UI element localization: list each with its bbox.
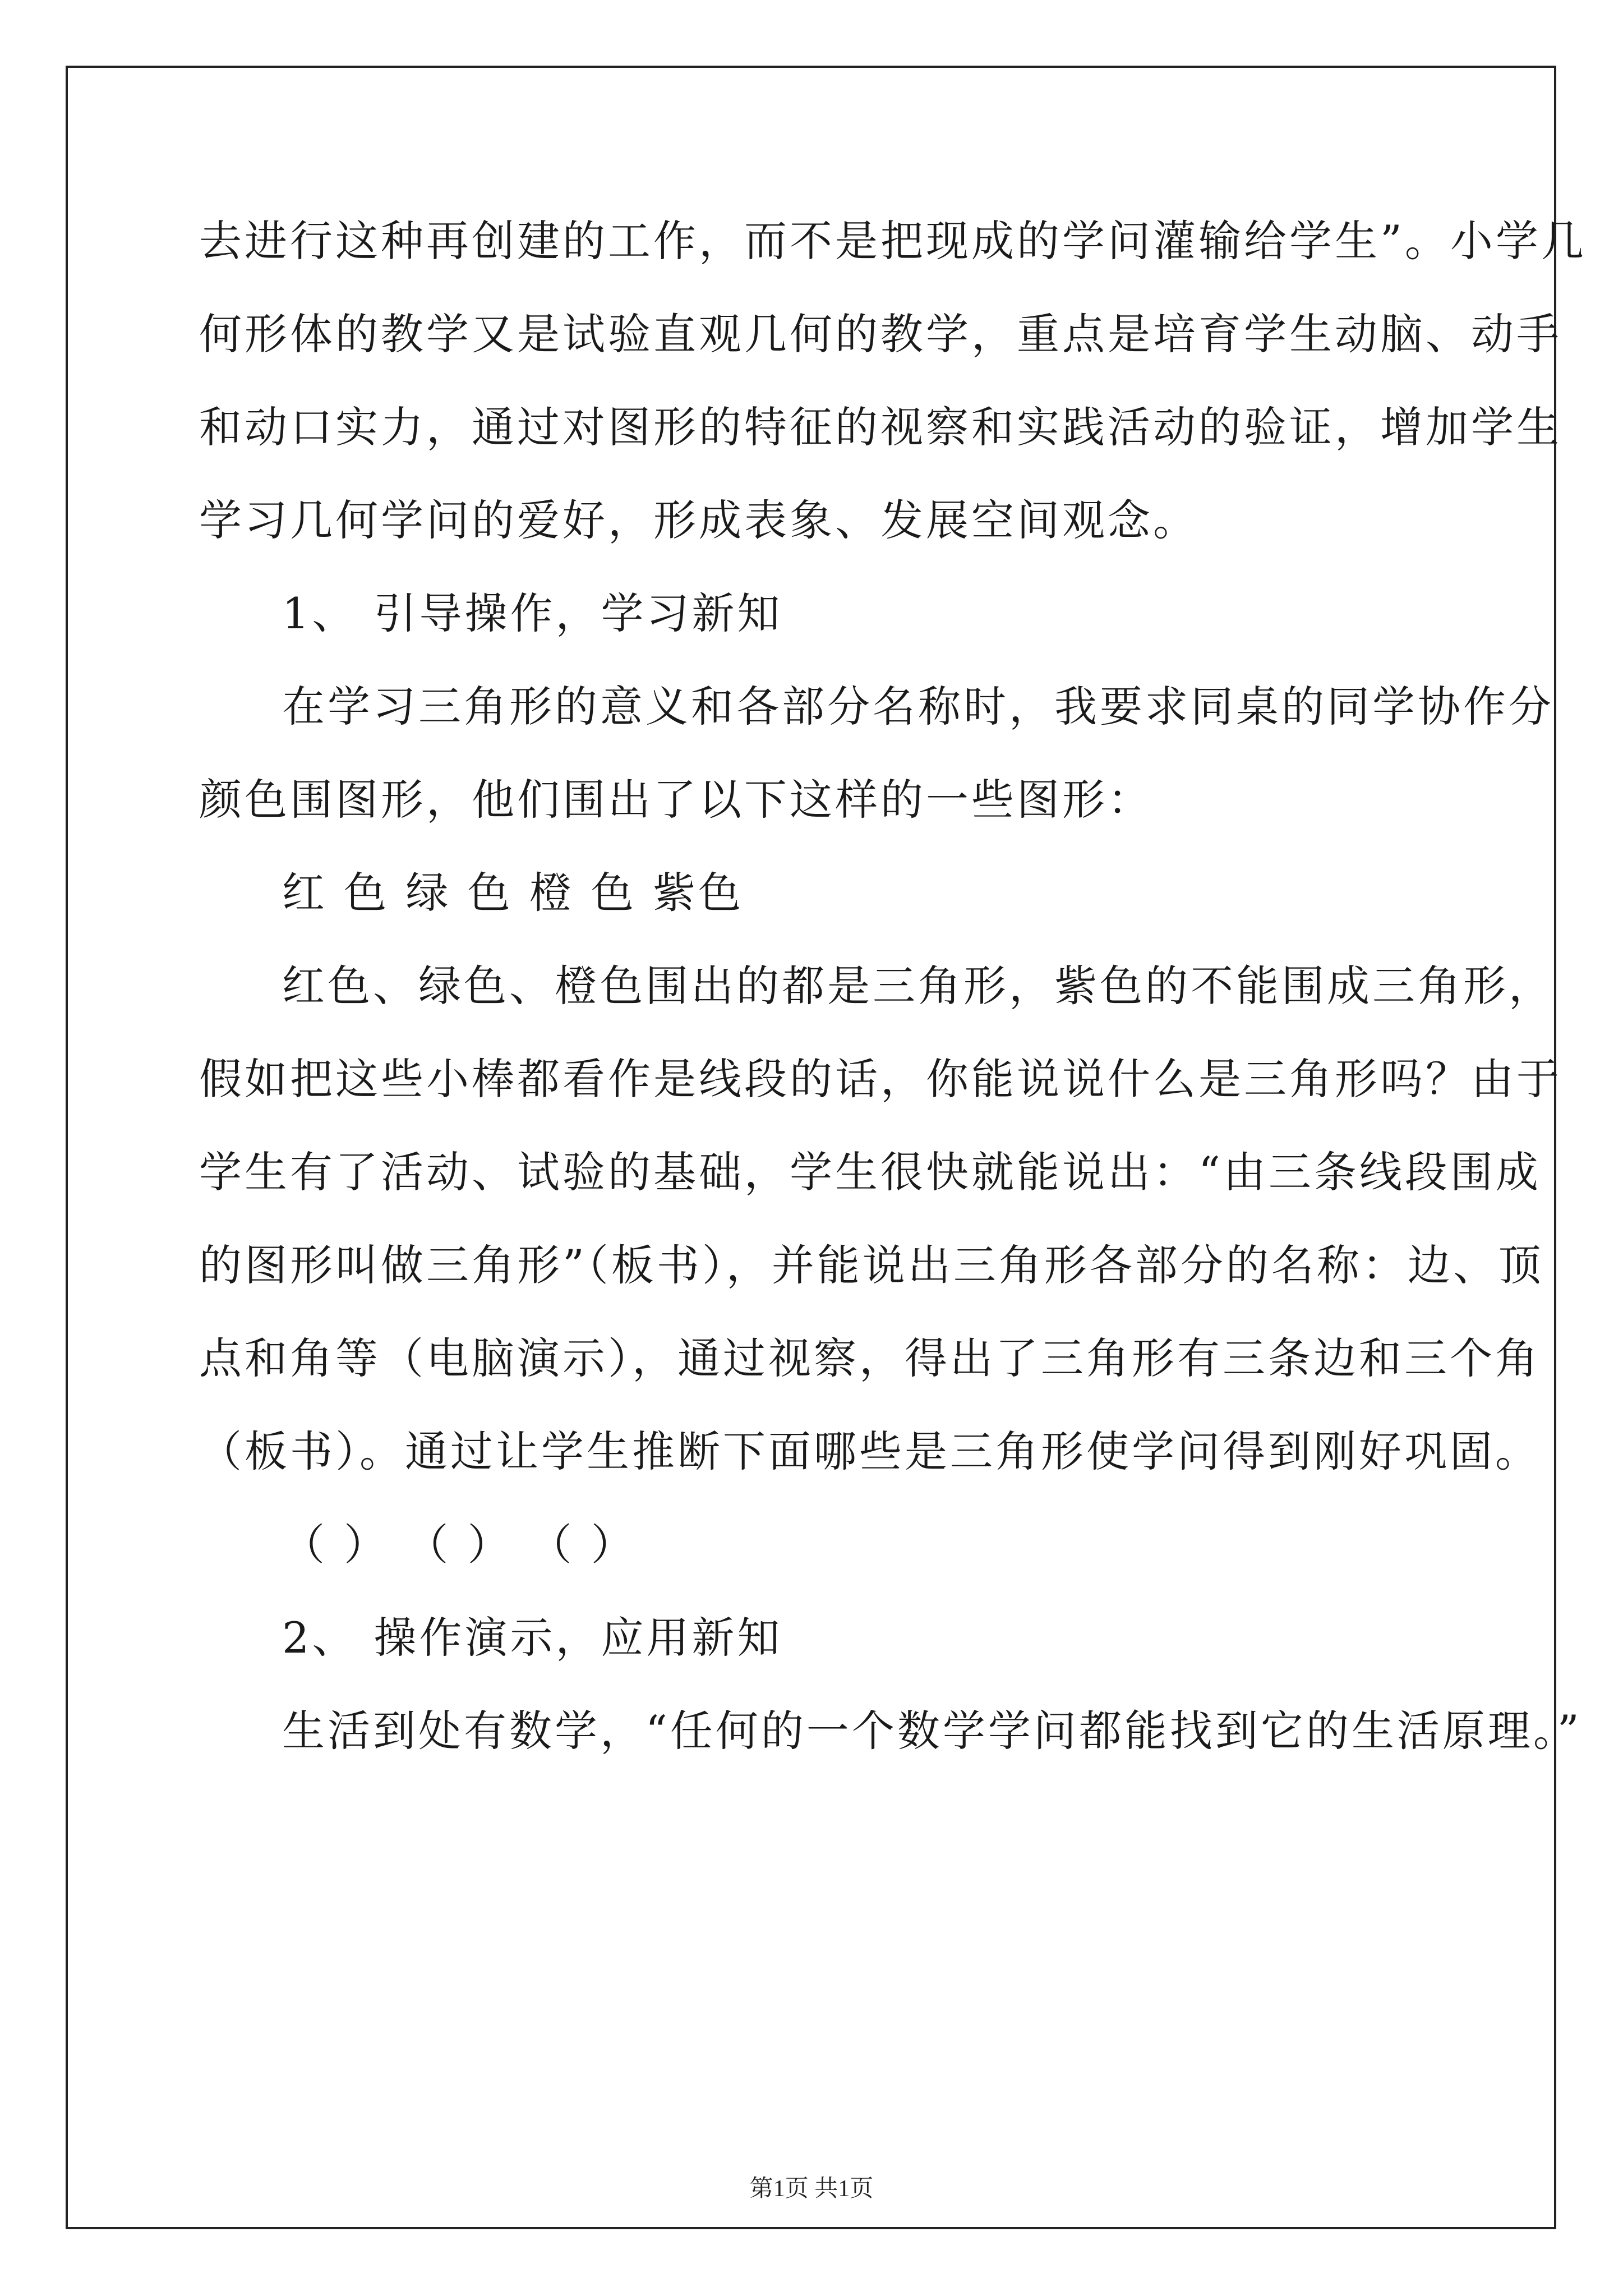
paragraph-line: （板书）。通过让学生推断下面哪些是三角形使学问得到刚好巩固。 — [199, 1427, 1541, 1476]
page-footer: 第1页 共1页 — [749, 2176, 874, 2202]
paragraph-line: 和动口实力，通过对图形的特征的视察和实践活动的验证，增加学生 — [199, 402, 1562, 452]
paragraph-line: 去进行这种再创建的工作，而不是把现成的学问灌输给学生”。小学几 — [199, 216, 1587, 266]
paragraph-line: 生活到处有数学，“任何的一个数学学问都能找到它的生活原理。” — [282, 1706, 1582, 1756]
paragraph-line: 何形体的教学又是试验直观几何的教学，重点是培育学生动脑、动手 — [199, 309, 1562, 359]
paragraph-line: 红色、绿色、橙色围出的都是三角形，紫色的不能围成三角形， — [282, 961, 1554, 1011]
paragraph-line: 的图形叫做三角形”（板书），并能说出三角形各部分的名称：边、顶 — [199, 1240, 1544, 1290]
paragraph-line: 学习几何学问的爱好，形成表象、发展空间观念。 — [199, 495, 1198, 545]
paragraph-line: 学生有了活动、试验的基础，学生很快就能说出：“由三条线段围成 — [199, 1147, 1541, 1197]
section-heading: 1、 引导操作，学习新知 — [282, 588, 783, 638]
paragraph-line: 假如把这些小棒都看作是线段的话，你能说说什么是三角形吗？由于 — [199, 1054, 1562, 1104]
section-heading: 2、 操作演示，应用新知 — [282, 1613, 783, 1663]
blank-brackets-line: （ ） （ ） （ ） — [282, 1520, 637, 1570]
paragraph-line: 点和角等（电脑演示），通过视察，得出了三角形有三条边和三个角 — [199, 1333, 1541, 1383]
paragraph-line: 颜色围图形，他们围出了以下这样的一些图形： — [199, 775, 1153, 825]
paragraph-line: 在学习三角形的意义和各部分名称时，我要求同桌的同学协作分 — [282, 682, 1554, 731]
color-labels-line: 红 色 绿 色 橙 色 紫色 — [282, 868, 744, 918]
